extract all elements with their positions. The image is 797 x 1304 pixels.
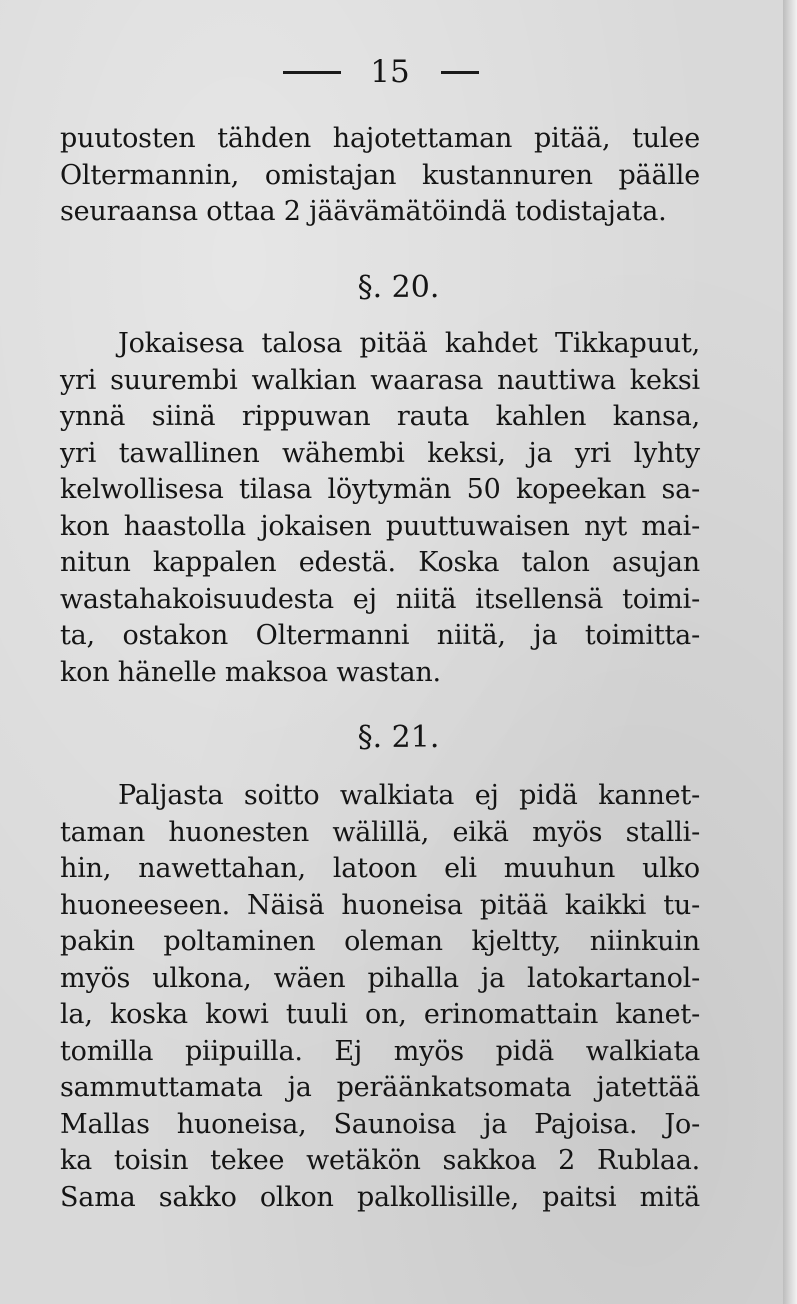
- text-line: Mallas huoneisa, Saunoisa ja Pajoisa. Jo-: [60, 1108, 700, 1140]
- text-line: Oltermannin, omistajan kustannuren päälle: [60, 159, 700, 191]
- page-number: 15: [370, 54, 410, 90]
- text-line: ka toisin tekee wetäkön sakkoa 2 Rublaa.: [60, 1145, 700, 1176]
- text-line: ynnä siinä rippuwan rauta kahlen kansa,: [60, 401, 700, 432]
- section-heading-20: §. 20.: [357, 270, 440, 305]
- page-edge-shadow: [783, 0, 797, 1304]
- section-21-paragraph: [60, 778, 700, 1216]
- text-line: seuraansa ottaa 2 jäävämätöindä todistajata.: [60, 196, 667, 227]
- text-line: puutosten tähden hajotettaman pitää, tulee: [60, 123, 700, 154]
- text-line: pakin poltaminen oleman kjeltty, niinkuin: [60, 926, 700, 957]
- text-line: huoneeseen. Näisä huoneisa pitää kaikki tu-: [60, 889, 700, 921]
- text-line: kelwollisesa tilasa löytymän 50 kopeekan sa-: [60, 474, 700, 505]
- text-line: Sama sakko olkon palkollisille, paitsi mitä: [60, 1181, 700, 1213]
- header-rule-right: [441, 71, 479, 74]
- text-line: tomilla piipuilla. Ej myös pidä walkiata: [60, 1035, 700, 1067]
- text-line: yri suurembi walkian waarasa nauttiwa keksi: [60, 364, 700, 396]
- text-line: myös ulkona, wäen pihalla ja latokartanol-: [60, 962, 700, 994]
- text-line: yri tawallinen wähembi keksi, ja yri lyhty: [60, 437, 700, 469]
- section-heading-21: §. 21.: [357, 720, 440, 755]
- text-line: taman huonesten wälillä, eikä myös stalli-: [60, 816, 700, 848]
- header-rule-left: [283, 71, 341, 74]
- text-line: wastahakoisuudesta ej niitä itsellensä toimi-: [60, 583, 700, 615]
- page-header: [0, 52, 797, 92]
- text-line: Paljasta soitto walkiata ej pidä kannet-: [118, 780, 700, 811]
- text-line: nitun kappalen edestä. Koska talon asujan: [60, 547, 700, 578]
- intro-paragraph: [60, 121, 700, 231]
- text-line: kon hänelle maksoa wastan.: [60, 656, 441, 688]
- text-line: kon haastolla jokaisen puuttuwaisen nyt mai-: [60, 510, 700, 542]
- text-line: ta, ostakon Oltermanni niitä, ja toimitta-: [60, 620, 700, 651]
- text-line: la, koska kowi tuuli on, erinomattain kanet-: [60, 999, 700, 1030]
- text-line: hin, nawettahan, latoon eli muuhun ulko: [60, 853, 700, 884]
- text-line: Jokaisesa talosa pitää kahdet Tikkapuut,: [118, 328, 700, 359]
- section-20-paragraph: [60, 326, 700, 691]
- text-line: sammuttamata ja peräänkatsomata jatettää: [60, 1072, 700, 1103]
